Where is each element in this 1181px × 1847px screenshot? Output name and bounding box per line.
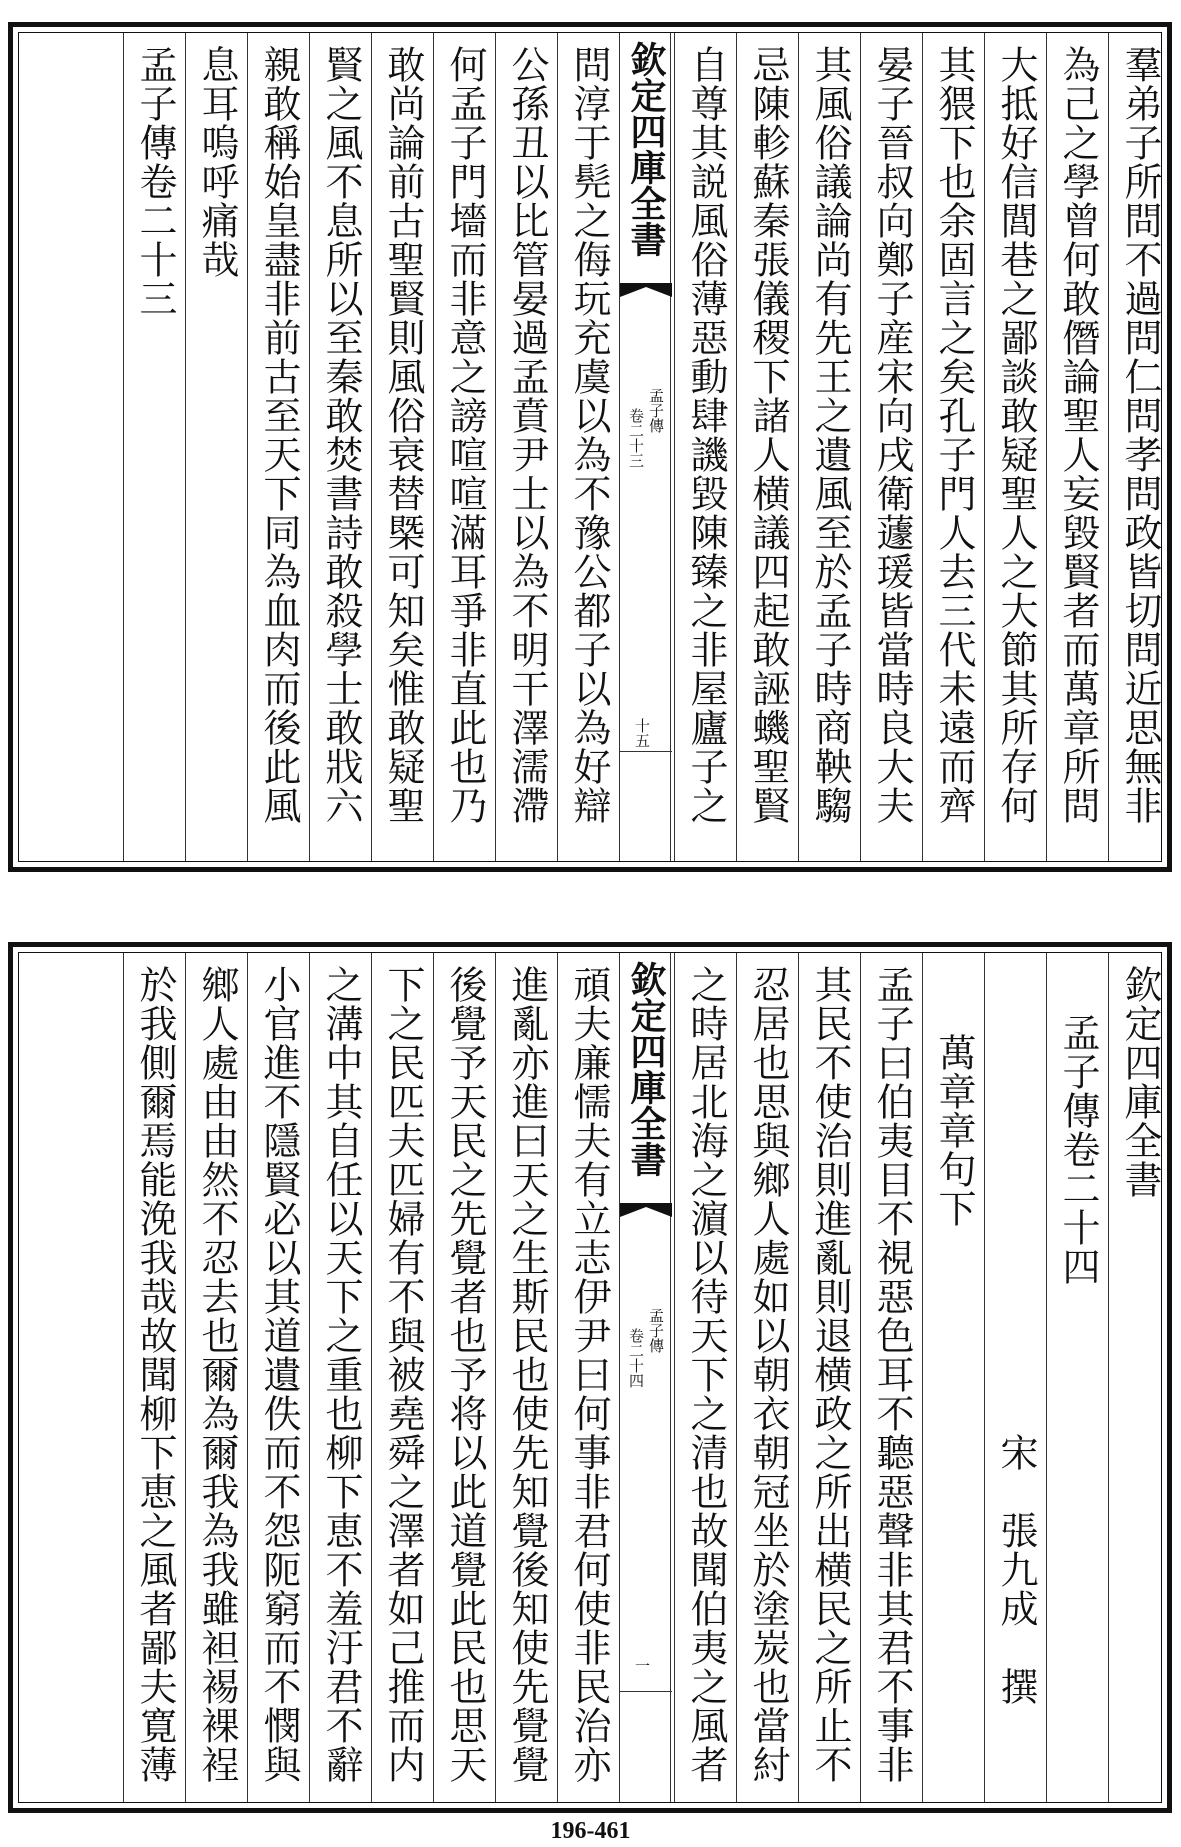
column-text: 其猥下也余固言之矣孔子門人去三代未遠而齊: [932, 45, 976, 825]
volume-title: 孟子傳卷二十四: [1056, 1013, 1100, 1286]
column-text: 鄉人處由由然不忍去也爾為爾我為我雖袒裼裸裎: [195, 965, 239, 1784]
spine-title: 欽定四庫全書: [625, 961, 667, 1177]
text-column: [736, 33, 798, 861]
text-column: [1108, 33, 1170, 861]
fishtail-mark-icon: [620, 1203, 672, 1243]
text-column: [984, 953, 1046, 1802]
text-column: [185, 33, 247, 861]
text-column: [495, 953, 557, 1802]
text-column: [674, 953, 736, 1802]
text-column: [123, 953, 185, 1802]
spine-title: 欽定四庫全書: [625, 41, 667, 257]
text-column: [1046, 953, 1108, 1802]
column-text: 羣弟子所問不過問仁問孝問政皆切問近思無非: [1118, 45, 1162, 825]
top-page: [8, 22, 1172, 872]
column-text: 其民不使治則進亂則退横政之所出横民之所止不: [808, 965, 852, 1784]
column-text: 進亂亦進曰天之生斯民也使先知覺後知使先覺覺: [505, 965, 549, 1784]
center-spine: [619, 33, 671, 861]
spine-page-number: 十五: [633, 718, 651, 748]
text-column: [736, 953, 798, 1802]
column-text: 親敢稱始皇盡非前古至天下同為血肉而後此風: [257, 45, 301, 825]
spine-volume-label: 卷二十四: [627, 1328, 645, 1388]
column-text: 之時居北海之濵以待天下之清也故聞伯夷之風者: [684, 965, 728, 1784]
text-column: [798, 953, 860, 1802]
text-column: [247, 953, 309, 1802]
column-text: 晏子晉叔向鄭子産宋向戌衛蘧瑗皆當時良大夫: [870, 45, 914, 825]
text-column: [984, 33, 1046, 861]
column-text: 之溝中其自任以天下之重也柳下恵不羞汙君不辭: [319, 965, 363, 1784]
column-text: 後覺予天民之先覺者也予将以此道覺此民也思天: [443, 965, 487, 1784]
text-column: [247, 33, 309, 861]
text-column: [309, 953, 371, 1802]
spine-book-label: 孟子傳: [647, 388, 665, 433]
top-page-inner-frame: [18, 32, 1162, 862]
text-column: [674, 33, 736, 861]
author-line: 宋 張九成 撰: [994, 1433, 1038, 1706]
column-text: 何孟子門墻而非意之謗喧喧滿耳爭非直此也乃: [443, 45, 487, 825]
text-column: [922, 953, 984, 1802]
column-text: 下之民匹夫匹婦有不與被堯舜之澤者如己推而内: [381, 965, 425, 1784]
spine-divider: [620, 1691, 672, 1692]
text-column: [371, 33, 433, 861]
spine-volume-label: 卷二十三: [627, 408, 645, 468]
column-text: 賢之風不息所以至秦敢焚書詩敢殺學士敢戕六: [319, 45, 363, 825]
column-text: 頑夫廉懦夫有立志伊尹曰何事非君何使非民治亦: [567, 965, 611, 1784]
text-column: [860, 33, 922, 861]
column-text: 息耳嗚呼痛哉: [195, 45, 239, 279]
spine-page-number: 一: [633, 1658, 651, 1673]
text-column: [309, 33, 371, 861]
text-column: [557, 953, 619, 1802]
text-column: [433, 33, 495, 861]
center-spine: [619, 953, 671, 1802]
column-text: 忍居也思與鄉人處如以朝衣朝冠坐於塗炭也當紂: [746, 965, 790, 1784]
column-text: 孟子傳卷二十三: [133, 45, 177, 318]
text-column: [557, 33, 619, 861]
bottom-page-inner-frame: [18, 952, 1162, 1803]
page-reference-footer: 196-461: [550, 1818, 631, 1844]
text-column: [1046, 33, 1108, 861]
text-column: [123, 33, 185, 861]
bottom-page: [8, 942, 1172, 1813]
column-text: 大抵好信閭巷之鄙談敢疑聖人之大節其所存何: [994, 45, 1038, 825]
column-text: 小官進不隱賢必以其道遺佚而不怨阨窮而不憫與: [257, 965, 301, 1784]
text-column: [860, 953, 922, 1802]
text-column: [798, 33, 860, 861]
text-column: [922, 33, 984, 861]
text-column: [433, 953, 495, 1802]
fishtail-mark-icon: [620, 283, 672, 323]
text-column: [495, 33, 557, 861]
book-title-heading: 欽定四庫全書: [1118, 965, 1162, 1199]
spine-book-label: 孟子傳: [647, 1308, 665, 1353]
column-text: 自尊其説風俗薄惡動肆譏毀陳臻之非屋廬子之: [684, 45, 728, 825]
column-text: 為己之學曾何敢僭論聖人妄毀賢者而萬章所問: [1056, 45, 1100, 825]
text-column: [185, 953, 247, 1802]
text-column: [1108, 953, 1170, 1802]
column-text: 忌陳軫蘇秦張儀稷下諸人横議四起敢誣蟣聖賢: [746, 45, 790, 825]
column-text: 敢尚論前古聖賢則風俗衰替槩可知矣惟敢疑聖: [381, 45, 425, 825]
column-text: 其風俗議論尚有先王之遺風至於孟子時商鞅騶: [808, 45, 852, 825]
spine-divider: [620, 751, 672, 752]
column-text: 問淳于髡之侮玩充虞以為不豫公都子以為好辯: [567, 45, 611, 825]
chapter-title: 萬章章句下: [932, 1033, 976, 1228]
column-text: 孟子曰伯夷目不視惡色耳不聽惡聲非其君不事非: [870, 965, 914, 1784]
column-text: 於我側爾焉能浼我哉故聞柳下恵之風者鄙夫寛薄: [133, 965, 177, 1784]
text-column: [371, 953, 433, 1802]
column-text: 公孫丑以比管晏過孟賁尹士以為不明干澤濡滯: [505, 45, 549, 825]
